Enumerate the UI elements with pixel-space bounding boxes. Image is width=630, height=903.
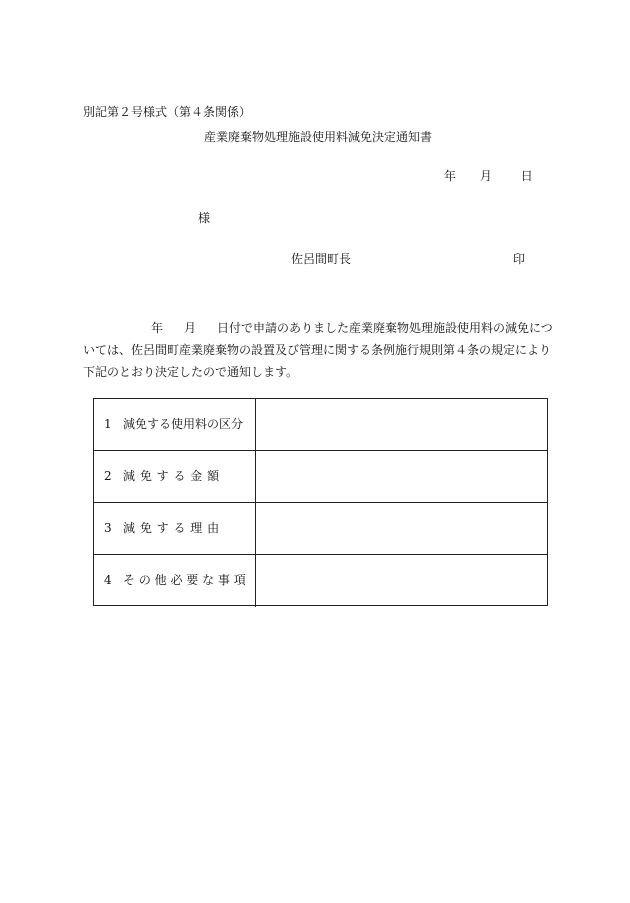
seal-mark: 印 — [513, 252, 526, 266]
details-table — [93, 398, 548, 606]
row-label-cell — [94, 451, 256, 502]
row-number: 2 — [104, 469, 112, 483]
date-line — [444, 170, 533, 182]
row-value-cell[interactable] — [256, 399, 547, 450]
body-line-1-rest: 日付で申請のありました産業廃棄物処理施設使用料の減免につ — [217, 321, 553, 335]
form-number: 別記第２号様式（第４条関係） — [83, 105, 252, 119]
table-row — [94, 503, 547, 555]
row-number: 3 — [104, 521, 112, 535]
row-value-cell[interactable] — [256, 503, 547, 554]
table-row — [94, 399, 547, 451]
row-number: 4 — [104, 573, 112, 587]
body-year: 年 — [151, 321, 164, 335]
date-day: 日 — [520, 169, 533, 183]
row-label: 減免する使用料の区分 — [123, 417, 244, 431]
row-label: そ の 他 必 要 な 事 項 — [123, 573, 246, 587]
addressee-honorific: 様 — [198, 211, 211, 225]
row-label-cell — [94, 555, 256, 607]
document-title: 産業廃棄物処理施設使用料減免決定通知書 — [204, 130, 433, 144]
body-line-2: いては、佐呂間町産業廃棄物の設置及び管理に関する条例施行規則第４条の規定により — [83, 343, 552, 357]
issuer-name: 佐呂間町長 — [291, 252, 352, 266]
body-month: 月 — [184, 321, 197, 335]
row-label: 減 免 す る 金 額 — [123, 469, 220, 483]
row-value-cell[interactable] — [256, 451, 547, 502]
table-row — [94, 451, 547, 503]
row-label-cell — [94, 503, 256, 554]
date-year: 年 — [444, 169, 457, 183]
row-label: 減 免 す る 理 由 — [123, 521, 220, 535]
row-value-cell[interactable] — [256, 555, 547, 607]
row-label-cell — [94, 399, 256, 450]
body-line-3: 下記のとおり決定したので通知します。 — [83, 365, 299, 379]
body-line-1 — [83, 317, 553, 339]
notice-body — [83, 317, 553, 383]
row-number: 1 — [104, 417, 112, 431]
table-row — [94, 555, 547, 607]
date-month: 月 — [479, 169, 492, 183]
